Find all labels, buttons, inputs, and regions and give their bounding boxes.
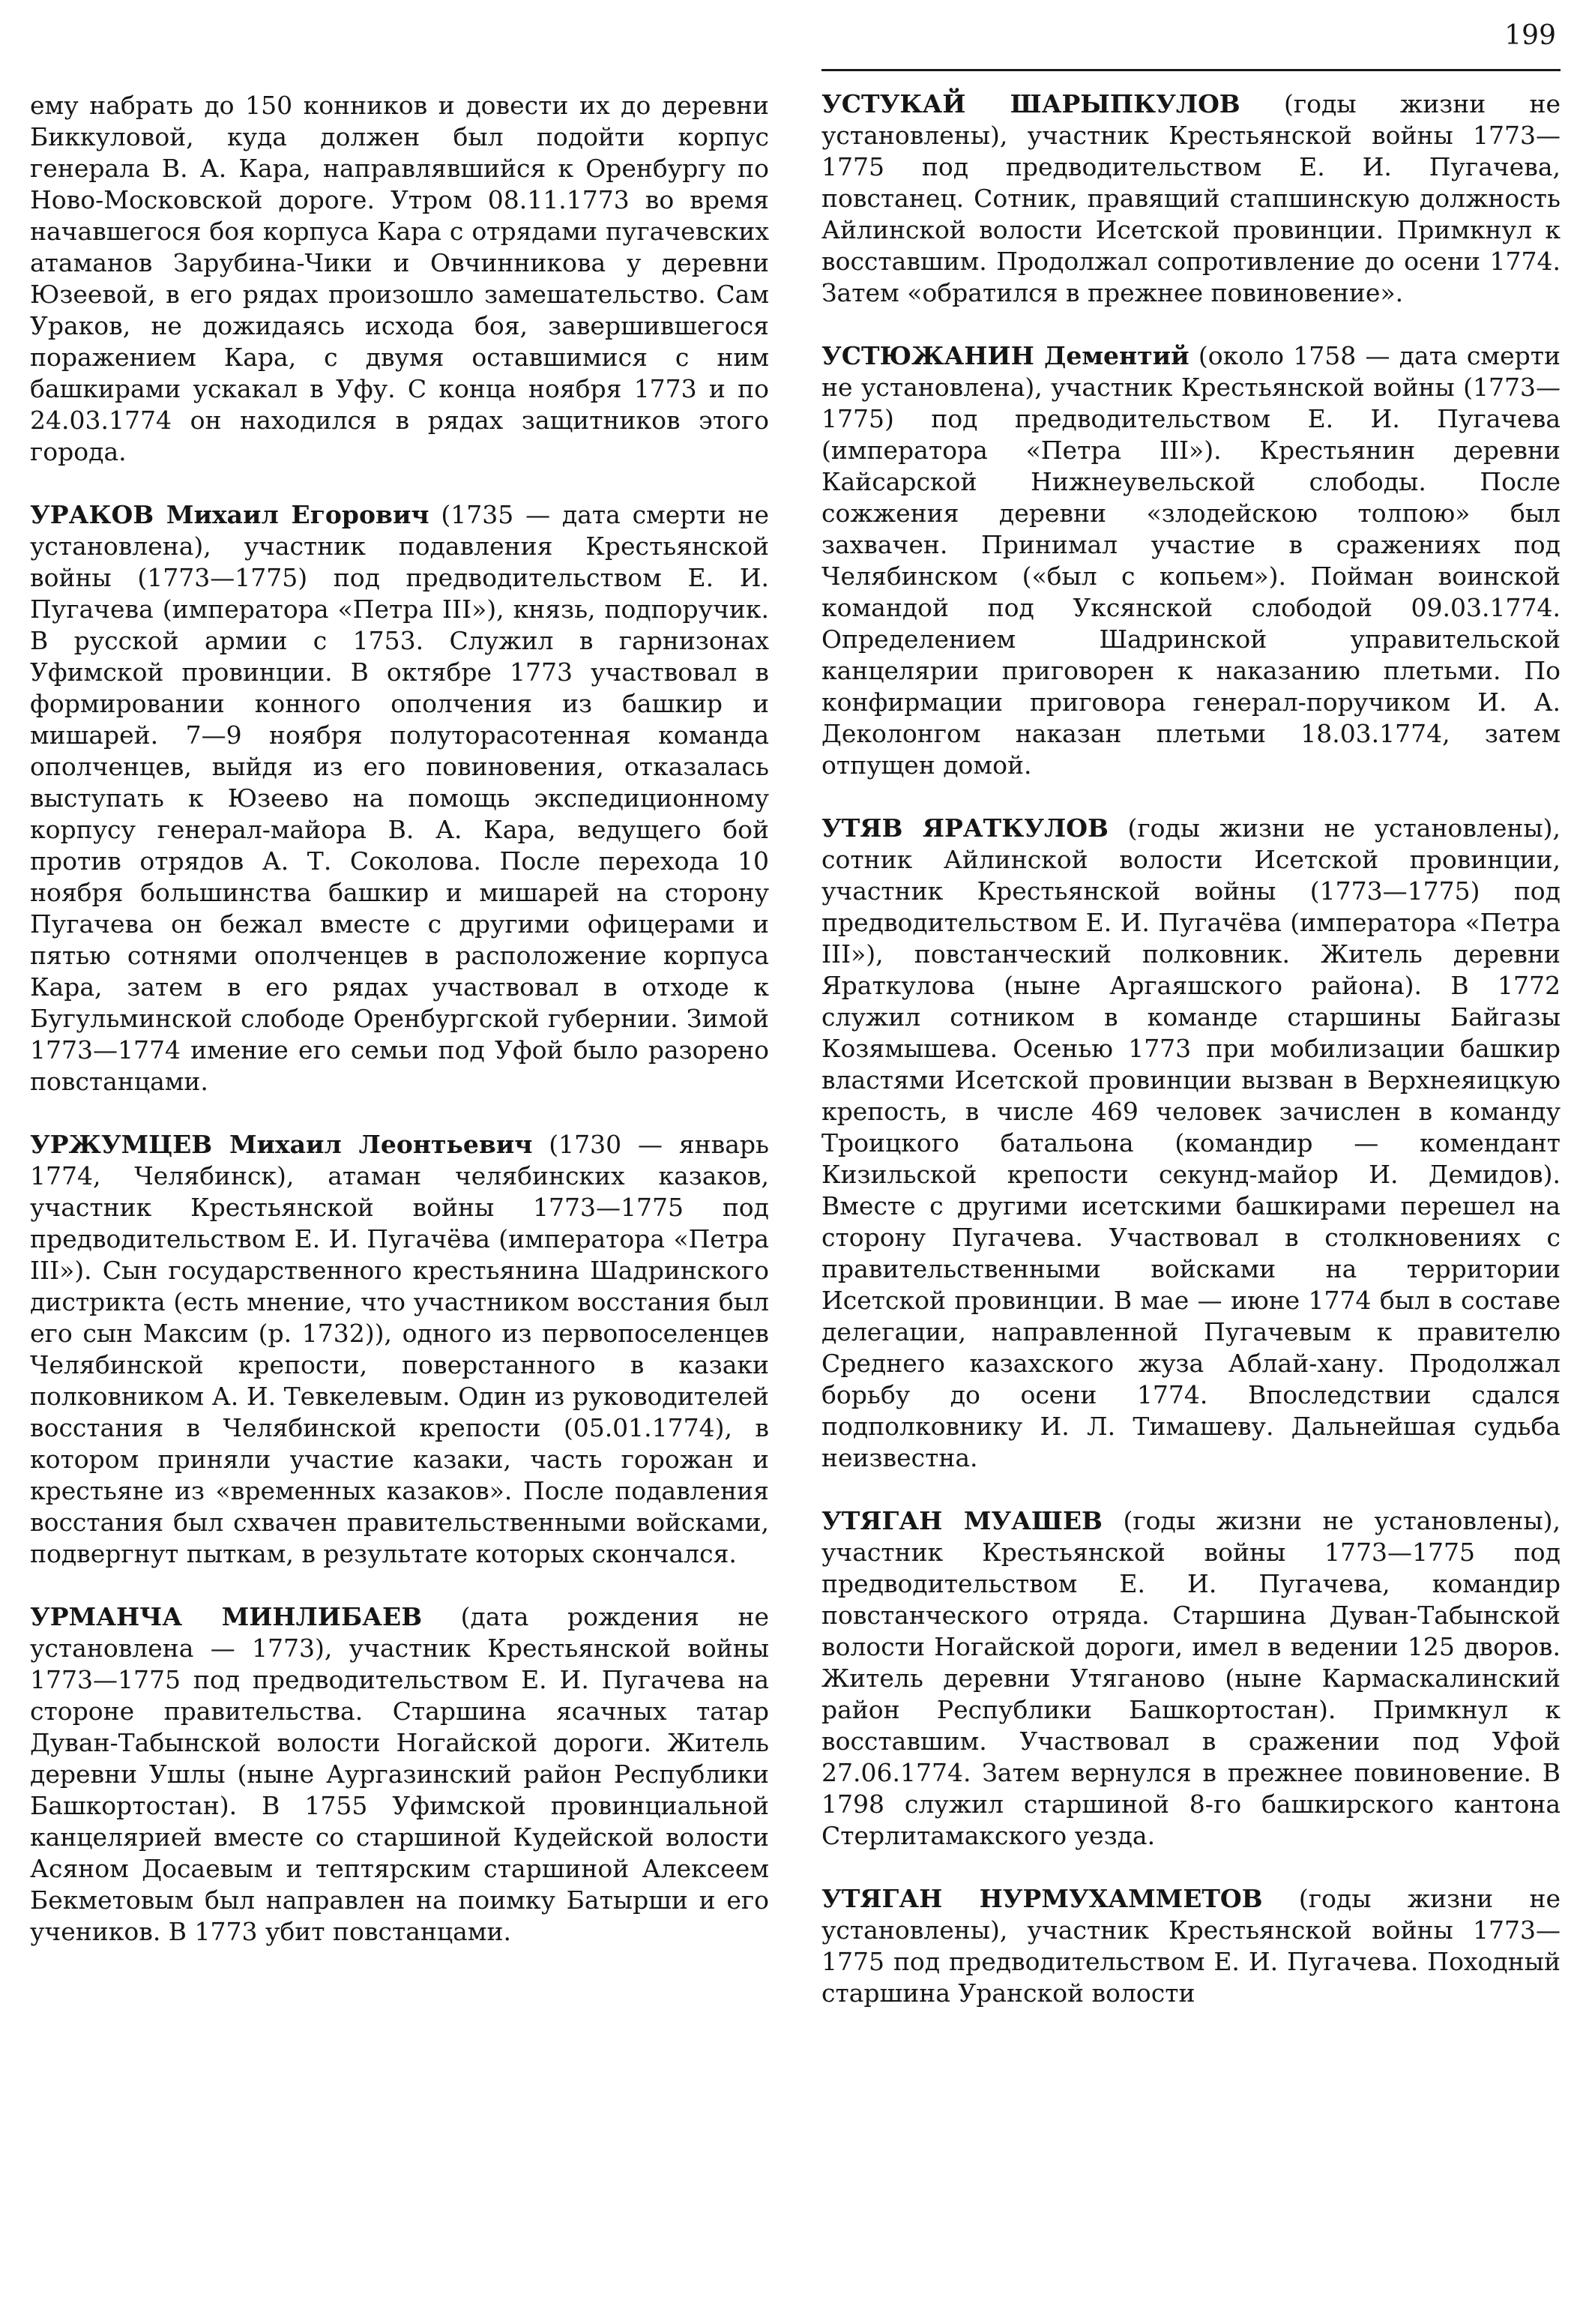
entry-body: (годы жизни не установлены), сотник Айлинской волости Исетской провинции, участник Крестьянской войны (1773—1775) под предводительством Е. И. Пугачёва (императора «Петра III»), повстанческий полковник. Житель деревни Яраткулова (ныне Аргаяшского района). В 1772 служил сотником в команде старшины Байгазы Козямышева. Осенью 1773 при мобилизации башкир властями Исетской провинции вызван в Верхнеяицкую крепость, в числе 469 человек зачислен в команду Троицкого батальона (командир — комендант Кизильской крепости секунд-майор И. Демидов). Вместе с другими исетскими башкирами перешел на сторону Пугачева. Участвовал в столкновениях с правительственными войсками на территории Исетской провинции. В мае — июне 1774 был в составе делегации, направленной Пугачевым к правителю Среднего казахского жуза Аблай-хану. Продолжал борьбу до осени 1774. Впоследствии сдался подполковнику И. Л. Тимашеву. Дальнейшая судьба неизвестна.	[821, 813, 1561, 1472]
entry-text	[821, 1505, 1561, 1852]
left-column	[30, 90, 769, 1979]
entry-body: (1735 — дата смерти не установлена), участник подавления Крестьянской войны (1773—1775) под предводительством Е. И. Пугачева (императора «Петра III»), князь, подпоручик. В русской армии с 1753. Служил в гарнизонах Уфимской провинции. В октябре 1773 участвовал в формировании конного ополчения из башкир и мишарей. 7—9 ноября полуторасотенная команда ополченцев, выйдя из его повиновения, отказалась выступать к Юзеево на помощь экспедиционному корпусу генерал-майора В. А. Кара, ведущего бой против отрядов А. Т. Соколова. После перехода 10 ноября большинства башкир и мишарей на сторону Пугачева он бежал вместе с другими офицерами и пятью сотнями ополченцев в расположение корпуса Кара, затем в его рядах участвовал в отходе к Бугульминской слободе Оренбургской губернии. Зимой 1773—1774 имение его семьи под Уфой было разорено повстанцами.	[30, 500, 769, 1096]
entry-body: (годы жизни не установлены), участник Крестьянской войны 1773—1775 под предводительством Е. И. Пугачева, повстанец. Сотник, правящий стапшинскую должность Айлинской волости Исетской провинции. Примкнул к восставшим. Продолжал сопротивление до осени 1774. Затем «обратился в прежнее повиновение».	[821, 89, 1561, 307]
entry-urzhumtsev	[30, 1129, 769, 1570]
entry-body: ему набрать до 150 конников и довести их до деревни Биккуловой, куда должен был подойти корпус генерала В. А. Кара, направлявшийся к Оренбургу по Ново-Московской дороге. Утром 08.11.1773 во время начавшегося боя корпуса Кара с отрядами пугачевских атаманов Зарубина-Чики и Овчинникова у деревни Юзеевой, в его рядах произошло замешательство. Сам Ураков, не дожидаясь исхода боя, завершившегося поражением Кара, с двумя оставшимися с ним башкирами ускакал в Уфу. С конца ноября 1773 и по 24.03.1774 он находился в рядах защитников этого города.	[30, 91, 769, 466]
entry-headword: УСТУКАЙ ШАРЫПКУЛОВ	[821, 89, 1240, 118]
entry-text	[821, 813, 1561, 1474]
entry-ustukay	[821, 88, 1561, 309]
entry-text	[821, 1883, 1561, 2009]
entry-utyav	[821, 813, 1561, 1474]
entry-urakov	[30, 499, 769, 1098]
entry-headword: УРЖУМЦЕВ Михаил Леонтьевич	[30, 1130, 533, 1159]
entry-headword: УСТЮЖАНИН Дементий	[821, 341, 1189, 370]
entry-text	[821, 88, 1561, 309]
entry-body: (около 1758 — дата смерти не установлена), участник Крестьянской войны (1773—1775) под предводительством Е. И. Пугачева (императора «Петра III»). Крестьянин деревни Кайсарской Нижнеувельской слободы. После сожжения деревни «злодейскою толпою» был захвачен. Принимал участие в сражениях под Челябинском («был с копьем»). Пойман воинской командой под Уксянской слободой 09.03.1774. Определением Шадринской управительской канцелярии приговорен к наказанию плетьми. По конфирмации приговора генерал-поручиком И. А. Деколонгом наказан плетьми 18.03.1774, затем отпущен домой.	[821, 341, 1561, 780]
entry-urmancha	[30, 1601, 769, 1948]
entry-text	[30, 90, 769, 468]
entry-utyagan-nurmukhammetov	[821, 1883, 1561, 2009]
entry-headword: УТЯГАН НУРМУХАММЕТОВ	[821, 1884, 1263, 1913]
entry-ustyuzhanin	[821, 340, 1561, 781]
right-column	[821, 88, 1561, 2041]
entry-text	[821, 340, 1561, 781]
entry-text	[30, 1601, 769, 1948]
entry-utyagan-muashev	[821, 1505, 1561, 1852]
entry-body: (дата рождения не установлена — 1773), участник Крестьянской войны 1773—1775 под предводительством Е. И. Пугачева на стороне правительства. Старшина ясачных татар Дуван-Табынской волости Ногайской дороги. Житель деревни Ушлы (ныне Аургазинский район Республики Башкортостан). В 1755 Уфимской провинциальной канцелярией вместе со старшиной Кудейской волости Асяном Досаевым и тептярским старшиной Алексеем Бекметовым был направлен на поимку Батырши и его учеников. В 1773 убит повстанцами.	[30, 1602, 770, 1946]
header-rule	[821, 69, 1561, 71]
entry-body: (годы жизни не установлены), участник Крестьянской войны 1773—1775 под предводительством Е. И. Пугачева. Походный старшина Уранской волости	[821, 1884, 1561, 2008]
entry-headword: УТЯГАН МУАШЕВ	[821, 1506, 1103, 1535]
page-number: 199	[1504, 20, 1556, 51]
entry-body: (годы жизни не установлены), участник Крестьянской войны 1773—1775 под предводительством Е. И. Пугачева, командир повстанческого отряда. Старшина Дуван-Табынской волости Ногайской дороги, имел в ведении 125 дворов. Житель деревни Утяганово (ныне Кармаскалинский район Республики Башкортостан). Примкнул к восставшим. Участвовал в сражении под Уфой 27.06.1774. Затем вернулся в прежнее повиновение. В 1798 служил старшиной 8-го башкирского кантона Стерлитамакского уезда.	[821, 1506, 1561, 1850]
entry-headword: УРМАНЧА МИНЛИБАЕВ	[30, 1602, 423, 1631]
entry-text	[30, 1129, 769, 1570]
entry-headword: УРАКОВ Михаил Егорович	[30, 500, 429, 529]
entry-continuation	[30, 90, 769, 468]
entry-body: (1730 — январь 1774, Челябинск), атаман челябинских казаков, участник Крестьянской войны 1773—1775 под предводительством Е. И. Пугачёва (императора «Петра III»). Сын государственного крестьянина Шадринского дистрикта (есть мнение, что участником восстания был его сын Максим (р. 1732)), одного из первопоселенцев Челябинской крепости, поверстанного в казаки полковником А. И. Тевкелевым. Один из руководителей восстания в Челябинской крепости (05.01.1774), в котором приняли участие казаки, часть горожан и крестьяне из «временных казаков». После подавления восстания был схвачен правительственными войсками, подвергнут пыткам, в результате которых скончался.	[30, 1130, 769, 1568]
entry-text	[30, 499, 769, 1098]
entry-headword: УТЯВ ЯРАТКУЛОВ	[821, 813, 1109, 843]
